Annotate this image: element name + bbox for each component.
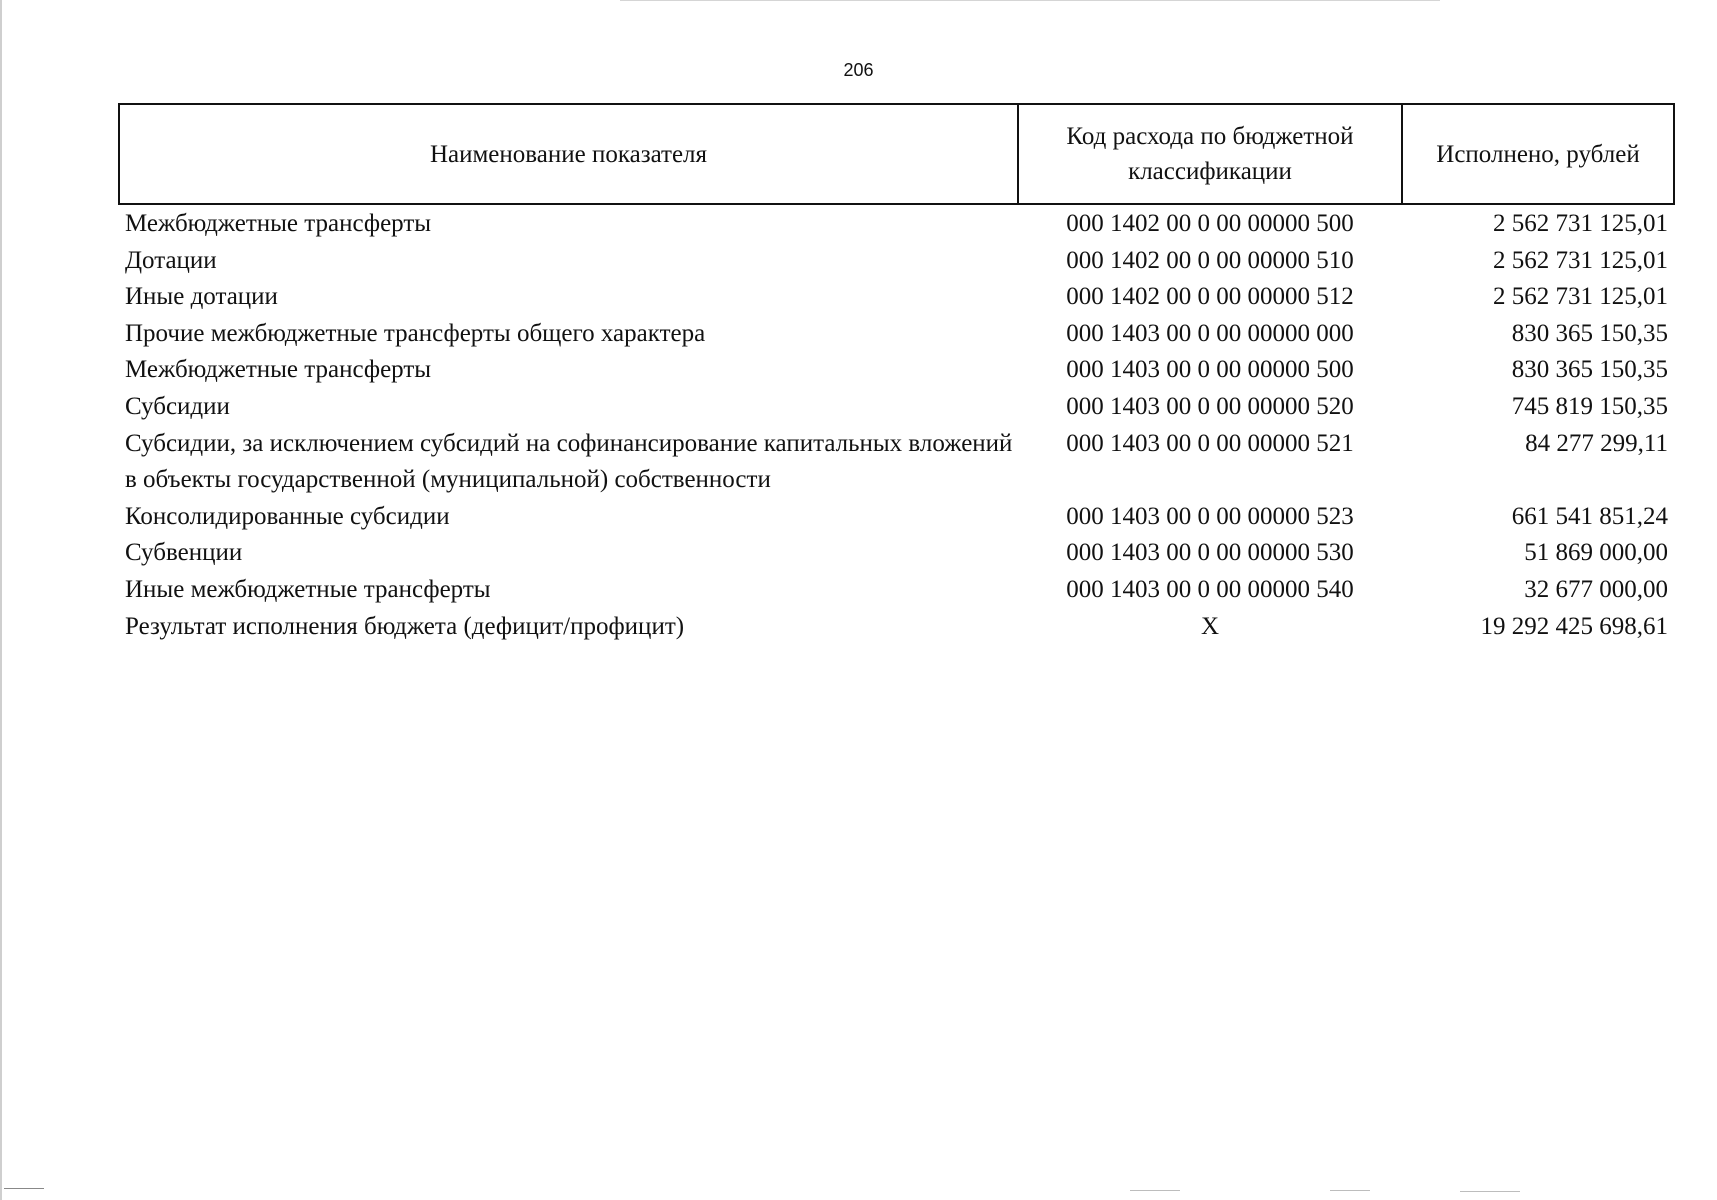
row-expense-code: 000 1403 00 0 00 00000 500	[1066, 356, 1354, 384]
row-executed-amount: 51 869 000,00	[1524, 539, 1668, 567]
header-indicator-name: Наименование показателя	[119, 104, 1018, 204]
header-executed-amount: Исполнено, рублей	[1402, 104, 1674, 204]
row-expense-code: 000 1402 00 0 00 00000 500	[1066, 210, 1354, 237]
table-row	[119, 426, 1674, 499]
table-header	[119, 104, 1674, 204]
header-expense-code: Код расхода по бюджетной классификации	[1018, 104, 1402, 204]
row-indicator-name: Результат исполнения бюджета (дефицит/профицит)	[125, 612, 685, 640]
row-executed-amount: 830 365 150,35	[1511, 356, 1668, 384]
row-expense-code: 000 1403 00 0 00 00000 520	[1066, 392, 1354, 420]
row-executed-amount: 661 541 851,24	[1511, 502, 1668, 530]
row-indicator-name: Субсидии, за исключением субсидий на софинансирование капитальных вложений в объекты государственной (муниципальной) собственности	[125, 429, 1013, 494]
row-expense-code: 000 1403 00 0 00 00000 530	[1066, 539, 1354, 567]
row-indicator-name: Субвенции	[125, 539, 243, 567]
scan-noise	[1460, 1191, 1520, 1192]
scan-edge-left	[0, 0, 2, 1200]
row-expense-code: 000 1403 00 0 00 00000 540	[1066, 575, 1354, 603]
scan-edge-top	[620, 0, 1440, 1]
row-expense-code: 000 1403 00 0 00 00000 000	[1066, 319, 1354, 347]
row-indicator-name: Межбюджетные трансферты	[125, 210, 432, 237]
table-row	[119, 316, 1674, 353]
row-executed-amount: 2 562 731 125,01	[1493, 210, 1668, 237]
scan-noise	[1130, 1190, 1180, 1191]
row-expense-code: X	[1200, 612, 1220, 640]
table-row	[119, 609, 1674, 646]
header-row	[119, 104, 1674, 204]
table-row	[119, 243, 1674, 280]
row-executed-amount: 745 819 150,35	[1511, 392, 1668, 420]
row-indicator-name: Субсидии	[125, 392, 230, 420]
table-row	[119, 279, 1674, 316]
row-indicator-name: Иные межбюджетные трансферты	[125, 575, 491, 603]
row-expense-code: 000 1402 00 0 00 00000 510	[1066, 246, 1354, 274]
row-executed-amount: 2 562 731 125,01	[1493, 283, 1668, 311]
row-executed-amount: 32 677 000,00	[1524, 575, 1668, 603]
table-body	[119, 204, 1674, 645]
row-expense-code: 000 1403 00 0 00 00000 523	[1066, 502, 1354, 530]
table-row	[119, 499, 1674, 536]
page-number: 206	[843, 60, 874, 80]
scan-noise	[4, 1188, 44, 1189]
scan-noise	[1330, 1190, 1370, 1191]
row-executed-amount: 84 277 299,11	[1525, 429, 1668, 457]
row-indicator-name: Дотации	[125, 246, 217, 274]
row-executed-amount: 19 292 425 698,61	[1480, 612, 1668, 640]
table-row	[119, 572, 1674, 609]
table-row	[119, 535, 1674, 572]
row-indicator-name: Консолидированные субсидии	[125, 502, 450, 530]
row-executed-amount: 830 365 150,35	[1511, 319, 1668, 347]
table-row	[119, 204, 1674, 243]
row-indicator-name: Иные дотации	[125, 283, 278, 311]
row-executed-amount: 2 562 731 125,01	[1493, 246, 1668, 274]
table-row	[119, 352, 1674, 389]
row-indicator-name: Межбюджетные трансферты	[125, 356, 432, 384]
table-row	[119, 389, 1674, 426]
budget-execution-table	[118, 103, 1675, 645]
row-indicator-name: Прочие межбюджетные трансферты общего характера	[125, 319, 706, 347]
row-expense-code: 000 1403 00 0 00 00000 521	[1066, 429, 1354, 457]
row-expense-code: 000 1402 00 0 00 00000 512	[1066, 283, 1354, 311]
